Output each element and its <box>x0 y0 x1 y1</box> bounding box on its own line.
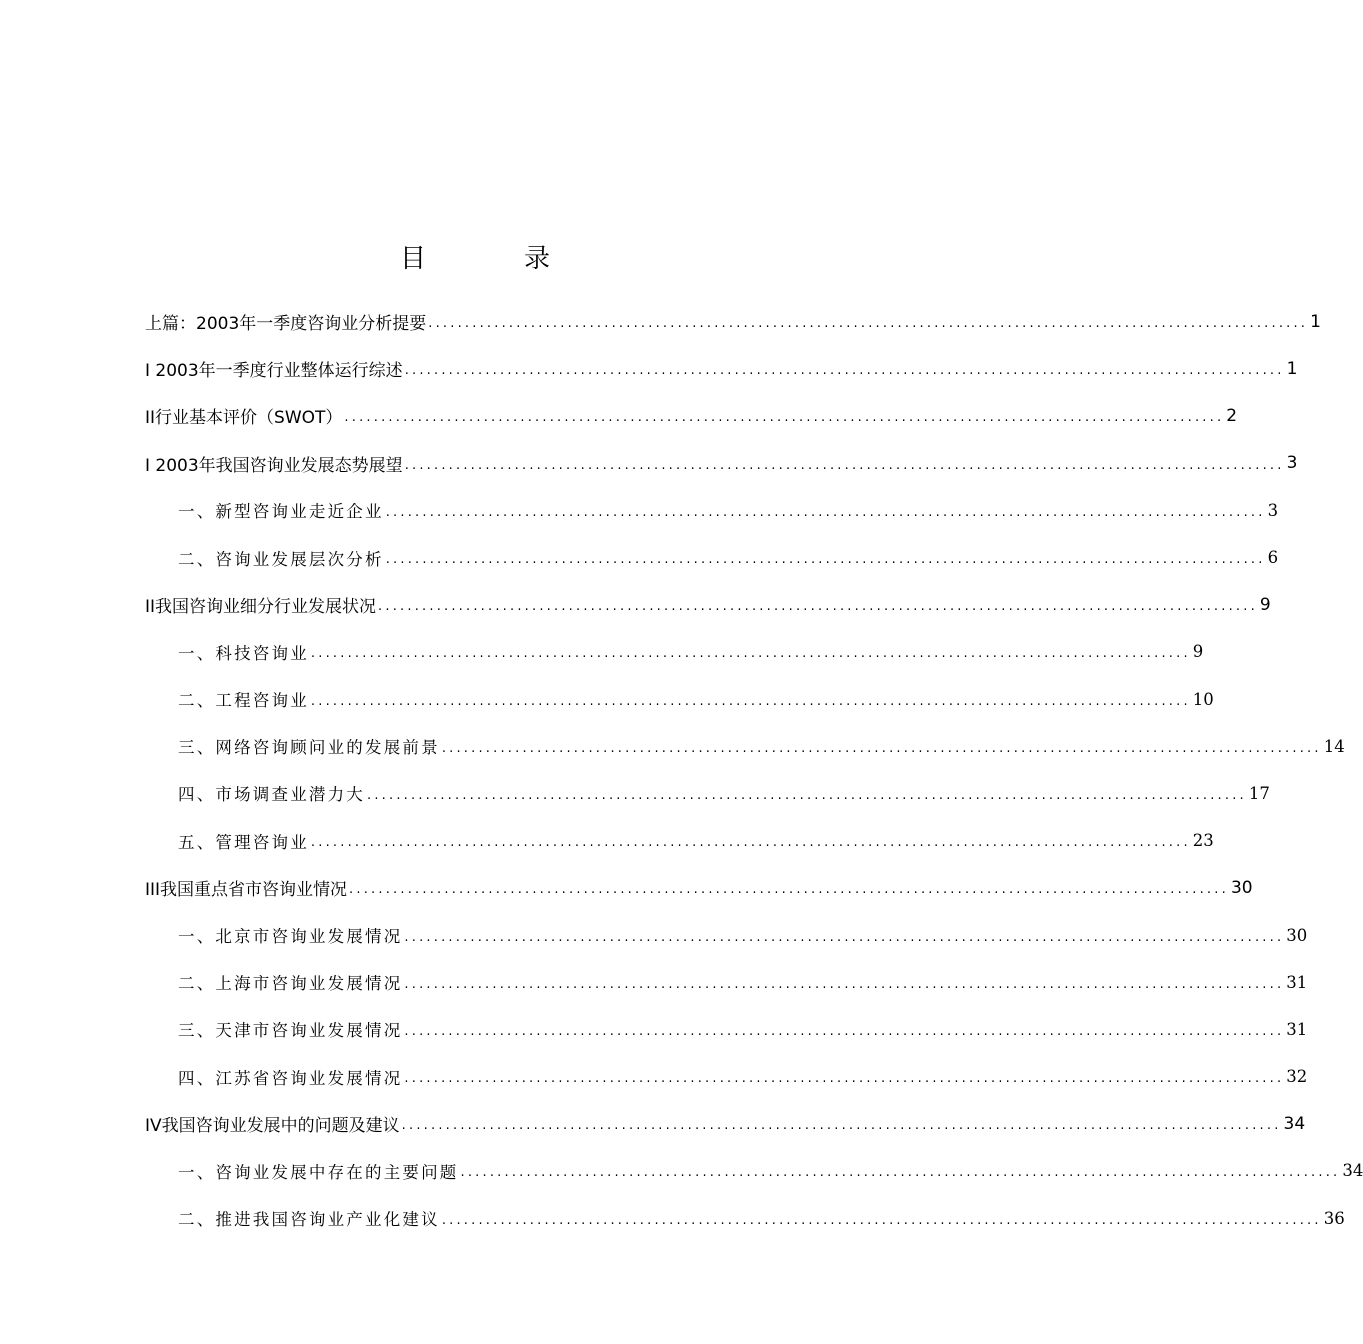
toc-entry-page-number: 36 <box>1323 1208 1345 1228</box>
toc-entry[interactable] <box>145 1053 1308 1100</box>
toc-entry-label: 一、新型咨询业走近企业 <box>178 502 384 522</box>
toc-entry-page-number: 34 <box>1342 1161 1363 1181</box>
toc-entry[interactable] <box>145 581 1271 628</box>
toc-entry[interactable] <box>145 487 1279 534</box>
toc-entry-page-number: 3 <box>1286 453 1298 474</box>
toc-leader-dots: ........................................................................................................................ <box>404 1023 1285 1039</box>
toc-entry-page-number: 2 <box>1226 405 1238 426</box>
toc-entry-label: II我国咨询业细分行业发展状况 <box>145 597 377 618</box>
toc-entry-page-number: 1 <box>1310 311 1321 332</box>
toc-leader-dots: ........................................................................................................................ <box>404 363 1285 379</box>
toc-entry-page-number: 31 <box>1286 1019 1308 1039</box>
toc-entry-page-number: 6 <box>1267 548 1279 568</box>
toc-leader-dots: ........................................................................................................................ <box>404 1071 1285 1087</box>
toc-leader-dots: ........................................................................................................................ <box>385 504 1266 520</box>
toc-entry[interactable] <box>145 1195 1345 1242</box>
toc-entry-page-number: 10 <box>1192 689 1214 709</box>
toc-leader-dots: ........................................................................................................................ <box>310 835 1191 851</box>
toc-leader-dots: ........................................................................................................................ <box>378 599 1258 615</box>
toc-leader-dots: ........................................................................................................................ <box>428 316 1309 332</box>
toc-leader-dots: ........................................................................................................................ <box>385 552 1266 568</box>
toc-entry[interactable] <box>145 298 1321 345</box>
toc-entry-page-number: 14 <box>1323 736 1345 756</box>
toc-entry-label: 四、江苏省咨询业发展情况 <box>178 1068 403 1088</box>
toc-leader-dots: ........................................................................................................................ <box>441 1212 1322 1228</box>
toc-leader-dots: ........................................................................................................................ <box>310 646 1191 662</box>
toc-leader-dots: ........................................................................................................................ <box>460 1165 1341 1181</box>
toc-entry-label: 五、管理咨询业 <box>178 832 309 852</box>
toc-entry-page-number: 30 <box>1286 925 1308 945</box>
toc-entry[interactable] <box>145 1006 1308 1053</box>
toc-entry[interactable] <box>145 676 1214 723</box>
toc-entry[interactable] <box>145 345 1298 392</box>
toc-entry-label: III我国重点省市咨询业情况 <box>145 880 348 901</box>
toc-entry[interactable] <box>145 1100 1306 1147</box>
toc-entry-page-number: 23 <box>1192 831 1214 851</box>
toc-entry-label: 四、市场调查业潜力大 <box>178 785 365 805</box>
toc-entry-label: 三、网络咨询顾问业的发展前景 <box>178 738 440 758</box>
toc-entry[interactable] <box>145 770 1270 817</box>
toc-entry-page-number: 1 <box>1286 358 1298 379</box>
toc-entry[interactable] <box>145 817 1214 864</box>
toc-entry-label: 二、咨询业发展层次分析 <box>178 549 384 569</box>
toc-entry-label: 一、科技咨询业 <box>178 643 309 663</box>
toc-entry-label: 三、天津市咨询业发展情况 <box>178 1021 403 1041</box>
toc-entry[interactable] <box>145 534 1279 581</box>
toc-entry-page-number: 17 <box>1248 783 1270 803</box>
toc-entry-page-number: 32 <box>1286 1067 1308 1087</box>
toc-entry-label: 二、推进我国咨询业产业化建议 <box>178 1210 440 1230</box>
toc-entry[interactable] <box>145 723 1345 770</box>
toc-entry-label: 一、咨询业发展中存在的主要问题 <box>178 1162 459 1182</box>
toc-leader-dots: ........................................................................................................................ <box>404 929 1285 945</box>
toc-entry-label: I 2003年我国咨询业发展态势展望 <box>145 455 403 476</box>
toc-entry-label: II行业基本评价（SWOT） <box>145 408 343 429</box>
toc-entry-label: IV我国咨询业发展中的问题及建议 <box>145 1116 400 1137</box>
toc-entry[interactable] <box>145 959 1308 1006</box>
toc-leader-dots: ........................................................................................................................ <box>344 410 1225 426</box>
toc-leader-dots: ........................................................................................................................ <box>349 882 1229 898</box>
toc-leader-dots: ........................................................................................................................ <box>401 1118 1282 1134</box>
toc-entry[interactable] <box>145 911 1308 958</box>
toc-entry[interactable] <box>145 864 1253 911</box>
toc-entry[interactable] <box>145 440 1298 487</box>
toc-entry-label: 二、上海市咨询业发展情况 <box>178 974 403 994</box>
toc-entry-page-number: 34 <box>1283 1113 1306 1134</box>
toc-entry-label: I 2003年一季度行业整体运行综述 <box>145 361 403 382</box>
toc-entry-page-number: 30 <box>1230 877 1253 898</box>
toc-leader-dots: ........................................................................................................................ <box>404 976 1285 992</box>
toc-entry-page-number: 3 <box>1267 500 1279 520</box>
toc-entry-label: 一、北京市咨询业发展情况 <box>178 927 403 947</box>
toc-entry-label: 二、工程咨询业 <box>178 691 309 711</box>
toc-leader-dots: ........................................................................................................................ <box>441 740 1322 756</box>
toc-entry[interactable] <box>145 392 1238 439</box>
toc-entry[interactable] <box>145 628 1204 675</box>
toc-leader-dots: ........................................................................................................................ <box>310 693 1191 709</box>
toc-entry-page-number: 9 <box>1259 594 1271 615</box>
toc-entry-page-number: 31 <box>1286 972 1308 992</box>
page-title: 目 录 <box>399 244 586 274</box>
toc-entry-page-number: 9 <box>1192 642 1204 662</box>
toc-leader-dots: ........................................................................................................................ <box>367 787 1247 803</box>
toc-entry[interactable] <box>145 1147 1363 1194</box>
toc-entry-label: 上篇：2003年一季度咨询业分析提要 <box>145 314 427 335</box>
toc-leader-dots: ........................................................................................................................ <box>404 457 1285 473</box>
table-of-contents <box>145 298 1363 1242</box>
